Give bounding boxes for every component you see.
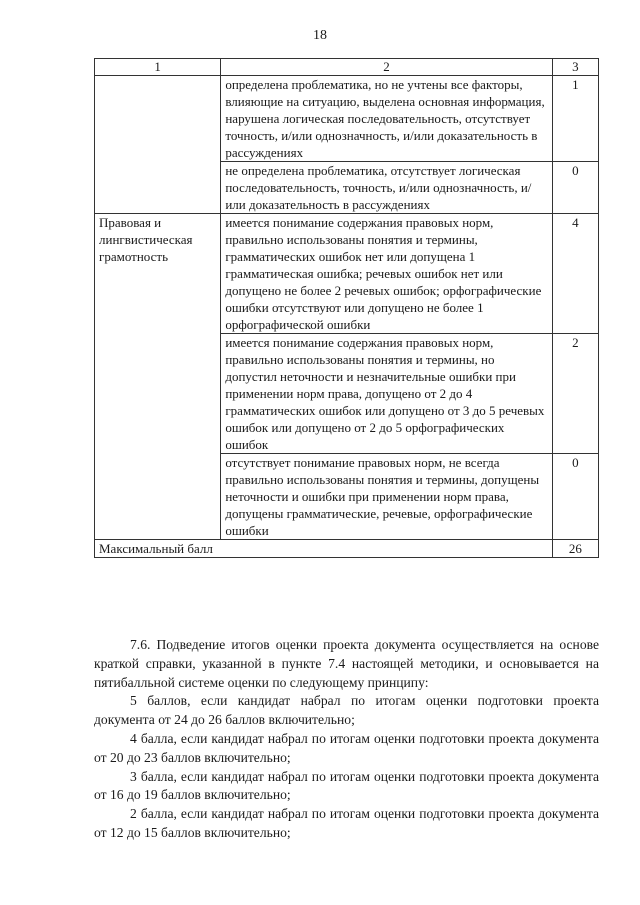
- description-cell: имеется понимание содержания правовых норм, правильно использованы понятия и термины, но допустил неточности и незначительные ошибки при применении норм права, допущено от 2 до 4 грамматических ошибок или допущено от 3 до 5 речевых ошибок или допущено от 2 до 5 орфографических ошибок: [221, 334, 552, 454]
- page-number: 18: [313, 28, 327, 43]
- score-cell: 4: [552, 214, 598, 334]
- score-cell: 0: [552, 454, 598, 540]
- table-row: [95, 76, 599, 162]
- total-row: [95, 540, 599, 558]
- total-label: Максимальный балл: [95, 540, 553, 558]
- header-cell-1: 1: [95, 59, 221, 76]
- paragraph: 3 балла, если кандидат набрал по итогам оценки подготовки проекта документа от 16 до 19 баллов включительно;: [94, 768, 599, 803]
- body-text: [94, 636, 599, 843]
- description-cell: определена проблематика, но не учтены все факторы, влияющие на ситуацию, выделена основная информация, нарушена логическая последовательность, отсутствует точность, и/или однозначность, и/или доказательность в рассуждениях: [221, 76, 552, 162]
- description-cell: не определена проблематика, отсутствует логическая последовательность, точность, и/или однозначность, и/или доказательность в рассуждениях: [221, 162, 552, 214]
- description-cell: отсутствует понимание правовых норм, не всегда правильно использованы понятия и термины, допущены неточности и ошибки при применении норм права, допущены грамматические, речевые, орфографические ошибки: [221, 454, 552, 540]
- criterion-cell: Правовая и лингвистическая грамотность: [95, 214, 221, 540]
- paragraph: 4 балла, если кандидат набрал по итогам оценки подготовки проекта документа от 20 до 23 баллов включительно;: [94, 730, 599, 765]
- score-cell: 1: [552, 76, 598, 162]
- header-cell-3: 3: [552, 59, 598, 76]
- criterion-cell: [95, 76, 221, 214]
- score-cell: 2: [552, 334, 598, 454]
- criteria-table: [94, 58, 599, 558]
- total-score: 26: [552, 540, 598, 558]
- paragraph: 2 балла, если кандидат набрал по итогам оценки подготовки проекта документа от 12 до 15 баллов включительно;: [94, 806, 599, 840]
- score-cell: 0: [552, 162, 598, 214]
- paragraph: 5 баллов, если кандидат набрал по итогам оценки подготовки проекта документа от 24 до 26 баллов включительно;: [94, 693, 599, 728]
- table-header-row: [95, 59, 599, 76]
- table-row: [95, 214, 599, 334]
- header-cell-2: 2: [221, 59, 552, 76]
- paragraph: 7.6. Подведение итогов оценки проекта документа осуществляется на основе краткой справки, указанной в пункте 7.4 настоящей методики, и основывается на пятибалльной системе оценки по следующему принципу:: [94, 637, 599, 690]
- description-cell: имеется понимание содержания правовых норм, правильно использованы понятия и термины, грамматических ошибок нет или допущена 1 грамматическая ошибка; речевых ошибок нет или допущено не более 2 речевых ошибок; орфографические ошибки отсутствуют или допущено не более 1 орфографической ошибки: [221, 214, 552, 334]
